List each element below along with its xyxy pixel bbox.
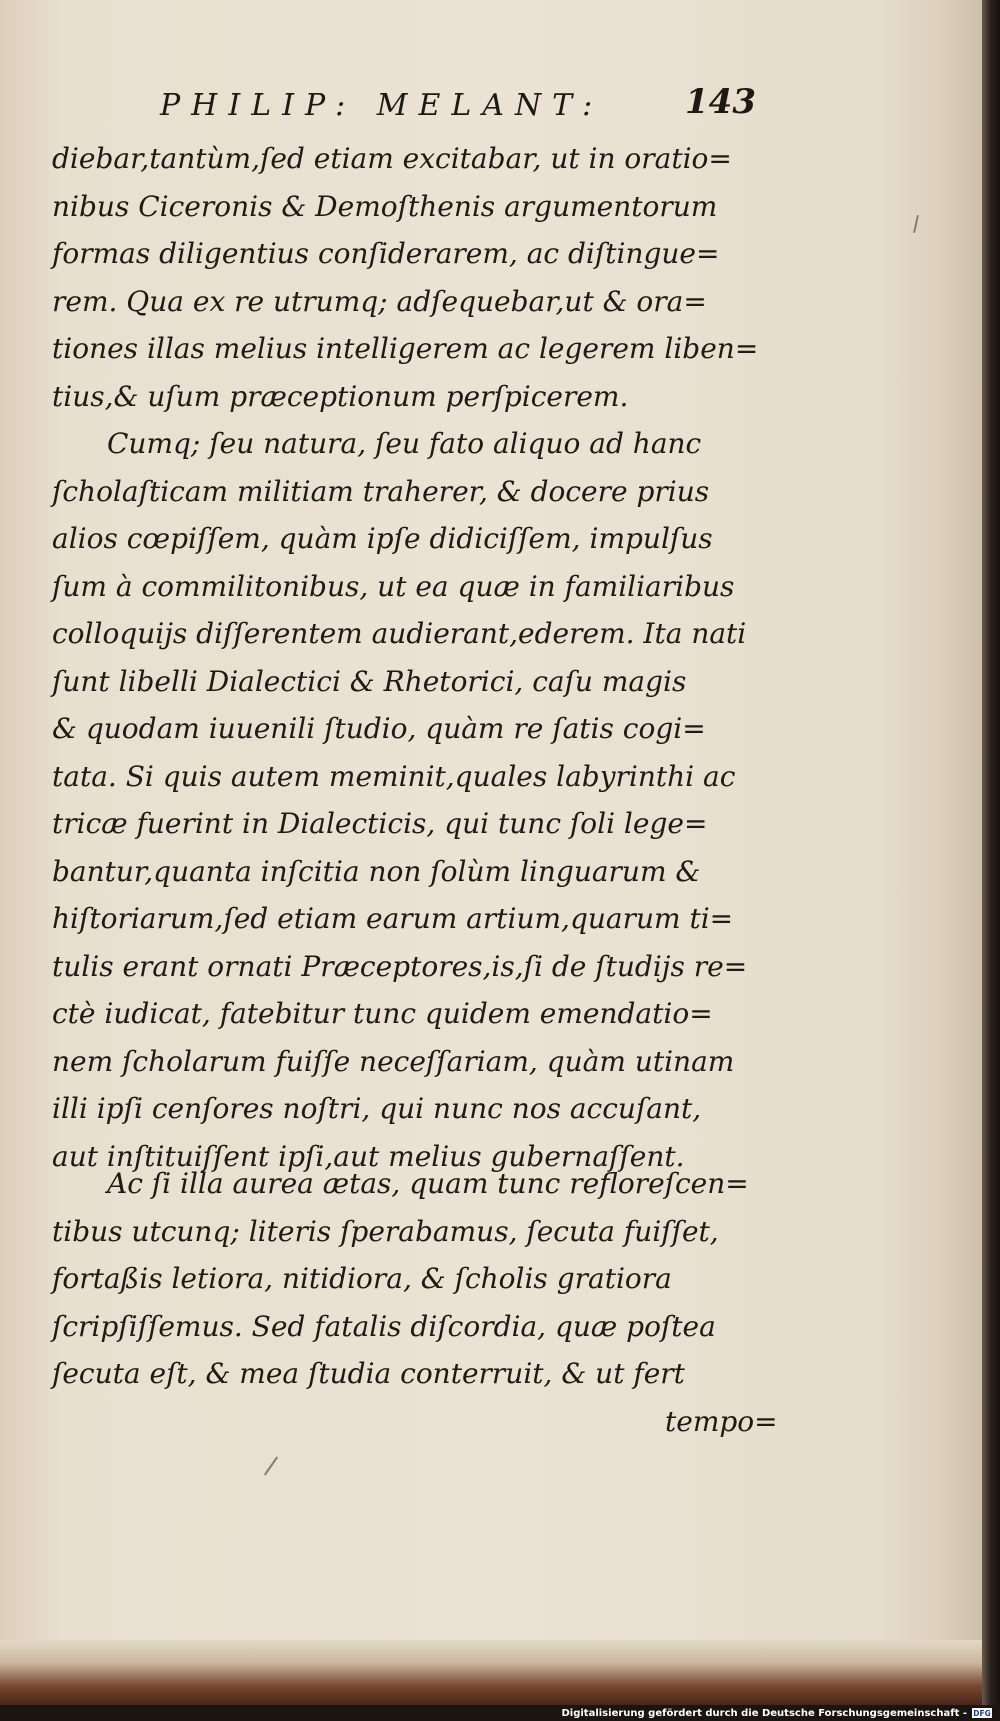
paper-mark bbox=[913, 215, 919, 233]
text-line: aut inſtituiſſent ipſi,aut melius gubernaſſent. bbox=[52, 1139, 685, 1173]
text-line: ſum à commilitonibus, ut ea quæ in familiaribus bbox=[52, 569, 735, 603]
page-number: 143 bbox=[685, 82, 756, 122]
text-line: bantur,quanta inſcitia non ſolùm linguarum & bbox=[52, 854, 701, 888]
text-line: tius,& uſum præceptionum perſpicerem. bbox=[52, 379, 629, 413]
dfg-logo-icon bbox=[972, 1708, 992, 1718]
footer-credit: Digitalisierung gefördert durch die Deutsche Forschungsgemeinschaft - bbox=[561, 1707, 967, 1719]
text-line: diebar,tantùm,ſed etiam excitabar, ut in oratio= bbox=[52, 142, 732, 175]
text-line: tata. Si quis autem meminit,quales labyrinthi ac bbox=[52, 759, 736, 793]
text-line: ſunt libelli Dialectici & Rhetorici, caſu magis bbox=[52, 664, 687, 698]
text-line: illi ipſi cenſores noſtri, qui nunc nos accuſant, bbox=[52, 1092, 702, 1125]
text-line: tibus utcunq; literis ſperabamus, ſecuta fuiſſet, bbox=[52, 1214, 719, 1248]
text-line: ſcholaſticam militiam traherer, & docere prius bbox=[52, 474, 710, 508]
text-line: tulis erant ornati Præceptores,is,ſi de ſtudijs re= bbox=[52, 949, 748, 983]
page-bottom-edge bbox=[0, 1640, 1000, 1705]
text-line: colloquijs diſſerentem audierant,ederem. Ita nati bbox=[52, 617, 747, 650]
running-header: PHILIP: MELANT: bbox=[160, 88, 604, 123]
text-line: alios cœpiſſem, quàm ipſe didiciſſem, impulſus bbox=[52, 522, 713, 555]
text-line: ſcripſiſſemus. Sed fatalis diſcordia, quæ poſtea bbox=[52, 1309, 716, 1343]
page-right-edge bbox=[982, 0, 1000, 1705]
digitization-footer bbox=[561, 1705, 992, 1721]
text-line: & quodam iuuenili ſtudio, quàm re ſatis cogi= bbox=[52, 712, 706, 745]
text-line: fortaßis letiora, nitidiora, & ſcholis gratiora bbox=[52, 1262, 672, 1295]
text-line: nem ſcholarum fuiſſe neceſſariam, quàm utinam bbox=[52, 1044, 735, 1078]
text-line: Ac ſi illa aurea ætas, quam tunc refloreſcen= bbox=[107, 1167, 749, 1200]
text-line: tiones illas melius intelligerem ac legerem liben= bbox=[52, 332, 759, 365]
dfg-logo-text: DFG bbox=[973, 1709, 991, 1718]
text-line: formas diligentius conſiderarem, ac diſtingue= bbox=[52, 237, 720, 270]
catchword: tempo= bbox=[665, 1405, 778, 1438]
body-text-paragraph-2 bbox=[52, 1160, 749, 1398]
text-line: tricæ fuerint in Dialecticis, qui tunc ſoli lege= bbox=[52, 807, 708, 840]
body-text-paragraph-1 bbox=[52, 135, 759, 1180]
text-line: hiſtoriarum,ſed etiam earum artium,quarum ti= bbox=[52, 902, 734, 935]
text-line: ſecuta eſt, & mea ſtudia conterruit, & ut fert bbox=[52, 1357, 685, 1390]
text-line: rem. Qua ex re utrumq; adſequebar,ut & ora= bbox=[52, 284, 707, 318]
text-line: Cumq; ſeu natura, ſeu fato aliquo ad hanc bbox=[107, 427, 702, 460]
text-line: nibus Ciceronis & Demoſthenis argumentorum bbox=[52, 189, 718, 223]
text-line: ctè iudicat, fatebitur tunc quidem emendatio= bbox=[52, 997, 713, 1030]
paper-mark bbox=[264, 1456, 278, 1475]
